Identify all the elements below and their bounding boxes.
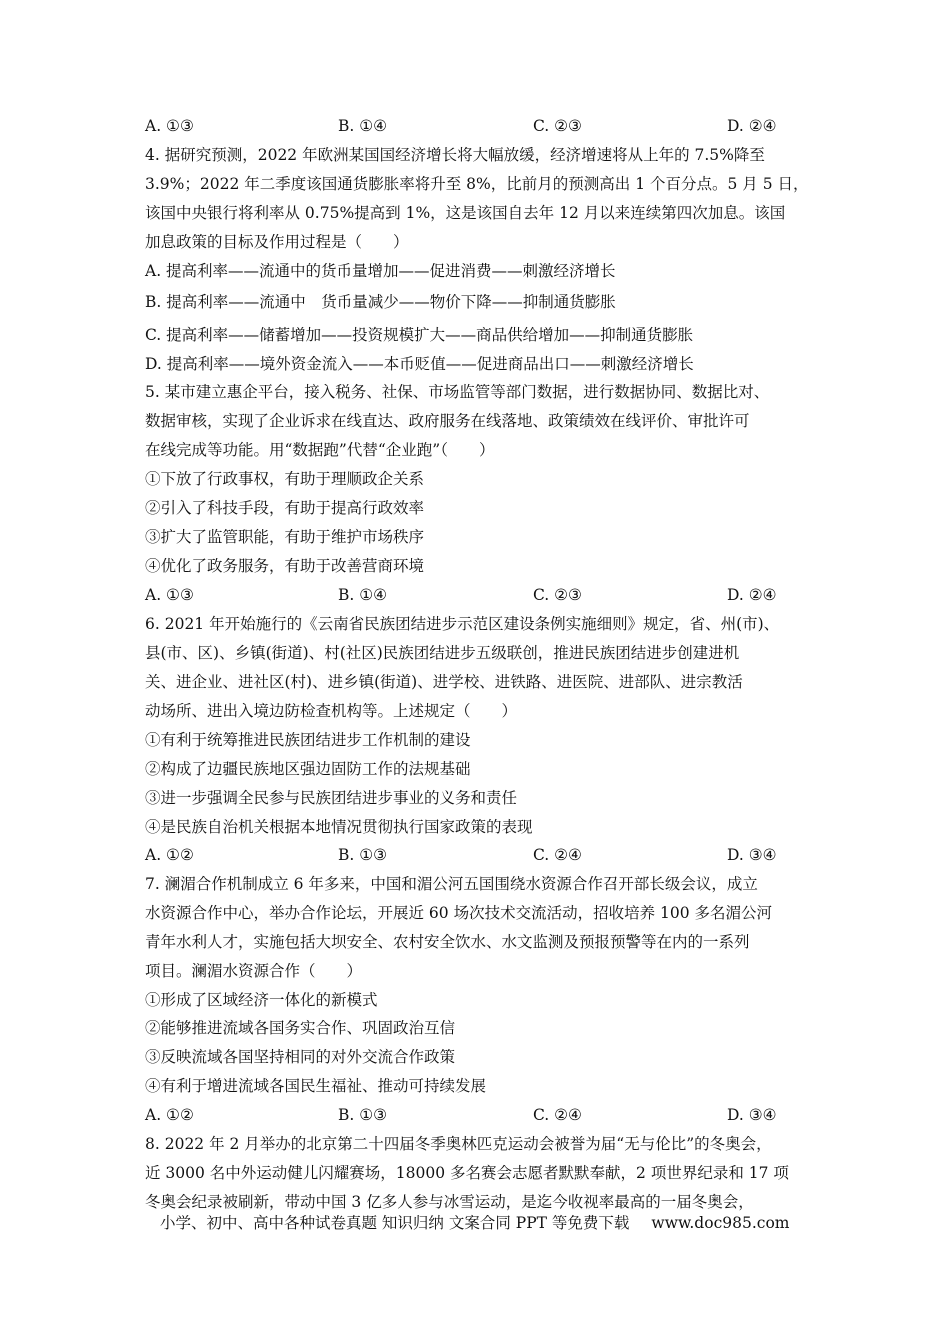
q7-stem-line: 7. 澜湄合作机制成立 6 年多来，中国和湄公河五国围绕水资源合作召开部长级会议，成立 xyxy=(145,875,758,893)
q6-item: ①有利于统筹推进民族团结进步工作机制的建设 xyxy=(145,731,471,749)
q6-option-a: A. ①② xyxy=(145,846,194,864)
page-footer xyxy=(160,1213,789,1233)
q7-item: ④有利于增进流域各国民生福祉、推动可持续发展 xyxy=(145,1077,487,1095)
q5-stem-line: 5. 某市建立惠企平台，接入税务、社保、市场监管等部门数据，进行数据协同、数据比对、 xyxy=(145,383,770,401)
q4-stem-line: 3.9%；2022 年二季度该国通货膨胀率将升至 8%，比前月的预测高出 1 个百分点。5 月 5 日， xyxy=(145,175,809,193)
q8-stem-line: 近 3000 名中外运动健儿闪耀赛场，18000 多名赛会志愿者默默奉献，2 项世界纪录和 17 项 xyxy=(145,1164,789,1182)
q6-stem-line: 6. 2021 年开始施行的《云南省民族团结进步示范区建设条例实施细则》规定，省、州(市)、 xyxy=(145,615,780,633)
q5-item: ③扩大了监管职能，有助于维护市场秩序 xyxy=(145,528,425,546)
q3-options xyxy=(145,116,815,136)
q7-options xyxy=(145,1105,815,1125)
q6-options xyxy=(145,845,815,865)
q6-item: ④是民族自治机关根据本地情况贯彻执行国家政策的表现 xyxy=(145,818,533,836)
q7-stem-line: 青年水利人才，实施包括大坝安全、农村安全饮水、水文监测及预报预警等在内的一系列 xyxy=(145,933,750,951)
q3-option-c: C. ②③ xyxy=(533,117,582,135)
q5-option-b: B. ①④ xyxy=(338,586,388,604)
q8-stem-line: 8. 2022 年 2 月举办的北京第二十四届冬季奥林匹克运动会被誉为届“无与伦比”的冬奥会， xyxy=(145,1135,772,1153)
q7-option-d: D. ③④ xyxy=(727,1106,777,1124)
q4-stem-line: 4. 据研究预测，2022 年欧洲某国国经济增长将大幅放缓，经济增速将从上年的 7.5%降至 xyxy=(145,146,765,164)
q3-option-a: A. ①③ xyxy=(145,117,194,135)
footer-url[interactable]: www.doc985.com xyxy=(651,1214,790,1232)
q7-item: ②能够推进流域各国务实合作、巩固政治互信 xyxy=(145,1019,456,1037)
q6-item: ②构成了边疆民族地区强边固防工作的法规基础 xyxy=(145,760,471,778)
q5-option-c: C. ②③ xyxy=(533,586,582,604)
q4-stem-line: 该国中央银行将利率从 0.75%提高到 1%，这是该国自去年 12 月以来连续第四次加息。该国 xyxy=(145,204,786,222)
q5-item: ②引入了科技手段，有助于提高行政效率 xyxy=(145,499,425,517)
q5-option-a: A. ①③ xyxy=(145,586,194,604)
q7-item: ③反映流域各国坚持相同的对外交流合作政策 xyxy=(145,1048,456,1066)
q7-stem-line: 水资源合作中心，举办合作论坛，开展近 60 场次技术交流活动，招收培养 100 多名湄公河 xyxy=(145,904,773,922)
q4-choice-c: C. 提高利率——储蓄增加——投资规模扩大——商品供给增加——抑制通货膨胀 xyxy=(145,326,694,344)
q4-choice-b: B. 提高利率——流通中 货币量减少——物价下降——抑制通货膨胀 xyxy=(145,293,616,311)
q5-item: ④优化了政务服务，有助于改善营商环境 xyxy=(145,557,425,575)
q7-stem-line: 项目。澜湄水资源合作（ ） xyxy=(145,962,363,980)
q8-stem-line: 冬奥会纪录被刷新，带动中国 3 亿多人参与冰雪运动，是迄今收视率最高的一届冬奥会， xyxy=(145,1193,754,1211)
q7-option-c: C. ②④ xyxy=(533,1106,582,1124)
q4-choice-a: A. 提高利率——流通中的货币量增加——促进消费——刺激经济增长 xyxy=(145,262,616,280)
q7-option-b: B. ①③ xyxy=(338,1106,388,1124)
q4-choice-d: D. 提高利率——境外资金流入——本币贬值——促进商品出口——刺激经济增长 xyxy=(145,355,694,373)
q3-option-d: D. ②④ xyxy=(727,117,777,135)
q5-stem-line: 在线完成等功能。用“数据跑”代替“企业跑”（ ） xyxy=(145,441,495,459)
q4-stem-line: 加息政策的目标及作用过程是（ ） xyxy=(145,233,409,251)
q6-option-b: B. ①③ xyxy=(338,846,388,864)
q5-options xyxy=(145,585,815,605)
q5-stem-line: 数据审核，实现了企业诉求在线直达、政府服务在线落地、政策绩效在线评价、审批许可 xyxy=(145,412,750,430)
q5-option-d: D. ②④ xyxy=(727,586,777,604)
q6-option-c: C. ②④ xyxy=(533,846,582,864)
q6-stem-line: 县(市、区)、乡镇(街道)、村(社区)民族团结进步五级联创，推进民族团结进步创建进机 xyxy=(145,644,740,662)
q6-stem-line: 关、进企业、进社区(村)、进乡镇(街道)、进学校、进铁路、进医院、进部队、进宗教活 xyxy=(145,673,743,691)
q7-item: ①形成了区域经济一体化的新模式 xyxy=(145,991,378,1009)
q6-item: ③进一步强调全民参与民族团结进步事业的义务和责任 xyxy=(145,789,518,807)
q6-option-d: D. ③④ xyxy=(727,846,777,864)
q3-option-b: B. ①④ xyxy=(338,117,388,135)
q5-item: ①下放了行政事权，有助于理顺政企关系 xyxy=(145,470,425,488)
footer-text: 小学、初中、高中各种试卷真题 知识归纳 文案合同 PPT 等免费下载 xyxy=(160,1214,630,1232)
q7-option-a: A. ①② xyxy=(145,1106,194,1124)
q6-stem-line: 动场所、进出入境边防检查机构等。上述规定（ ） xyxy=(145,702,518,720)
